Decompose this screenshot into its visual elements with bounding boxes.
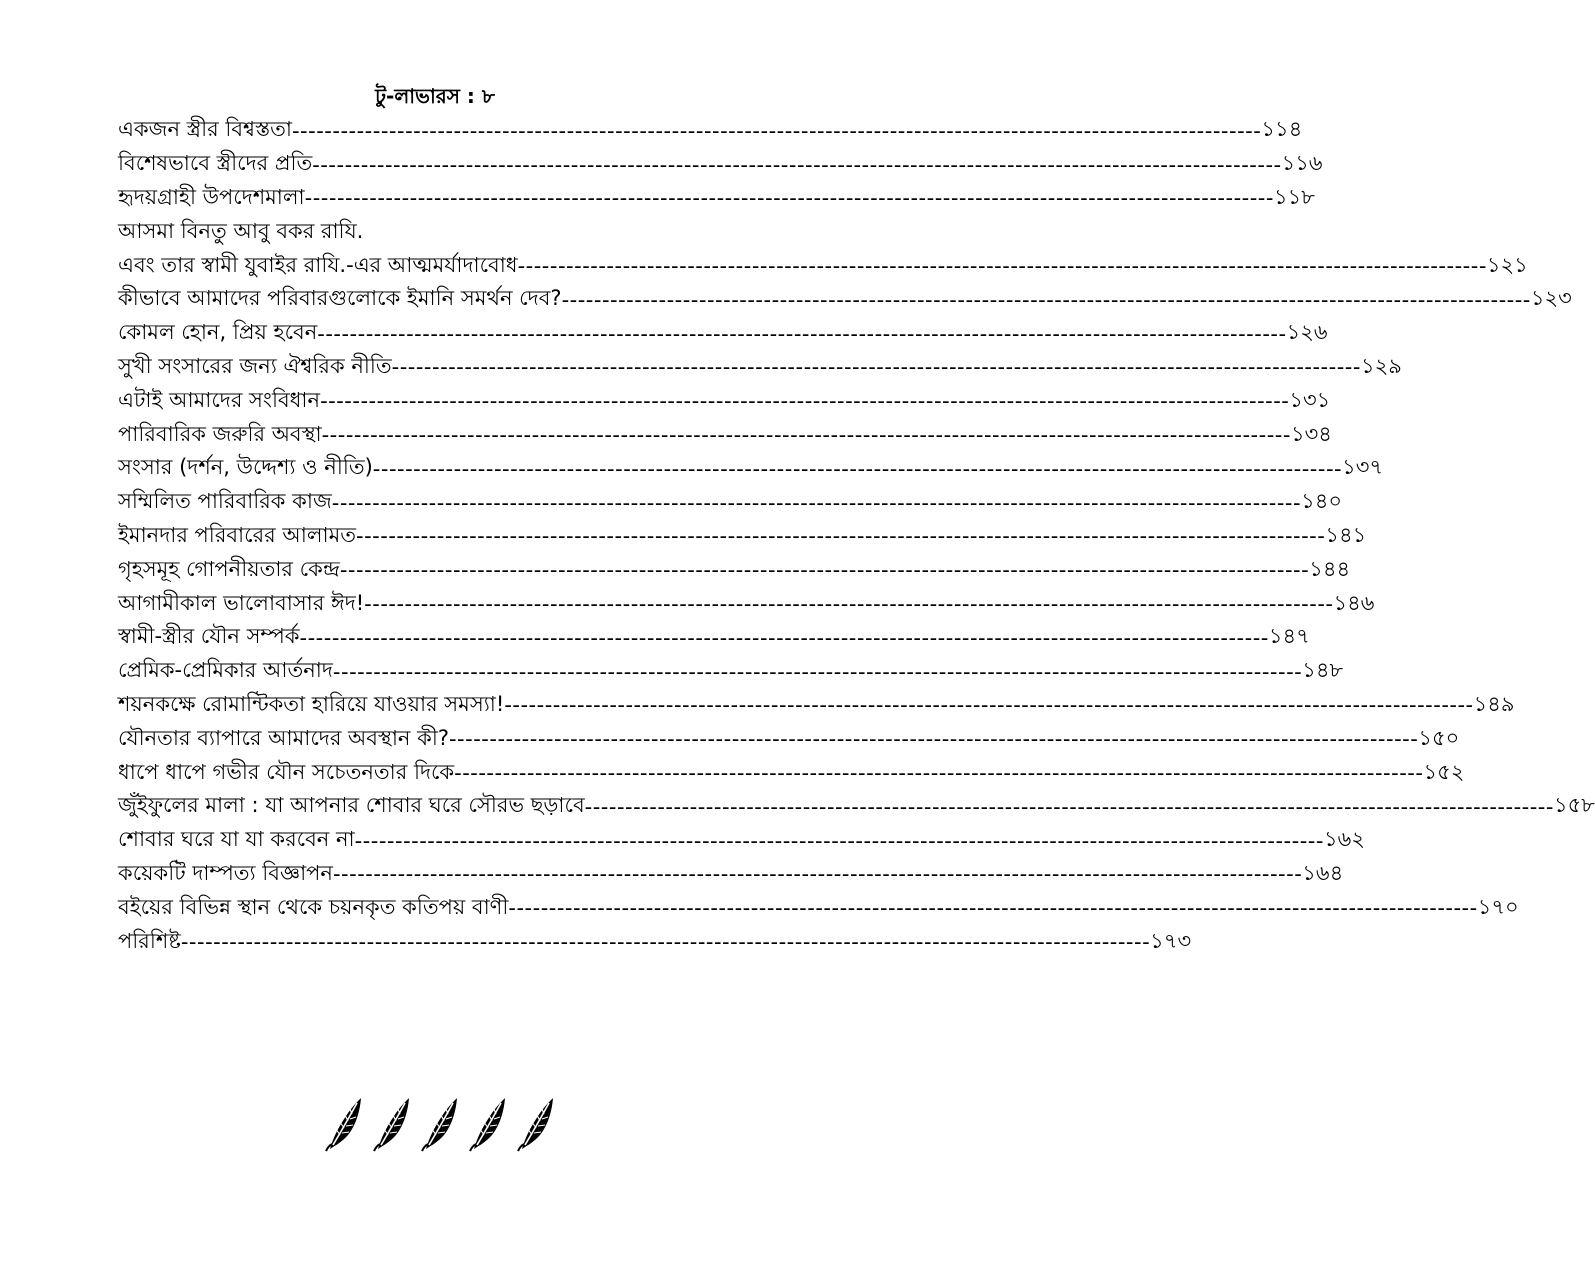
dot-leader: ------------------------------------------------------------------------------------------------------------------------ — [312, 152, 1282, 177]
dot-leader: ------------------------------------------------------------------------------------------------------------------------ — [454, 761, 1424, 786]
toc-entry — [118, 452, 1384, 486]
toc-entry-title: একজন স্ত্রীর বিশ্বস্ততা — [118, 117, 292, 142]
dot-leader: ------------------------------------------------------------------------------------------------------------------------ — [561, 287, 1531, 312]
dot-leader: ------------------------------------------------------------------------------------------------------------------------ — [339, 558, 1310, 583]
toc-entry-title: পরিশিষ্ট — [118, 928, 181, 953]
toc-entry-page: ১২৩ — [1530, 286, 1572, 311]
toc-entry-title: বিশেষভাবে স্ত্রীদের প্রতি — [118, 151, 313, 176]
toc-entry-title: ইমানদার পরিবারের আলামত — [118, 522, 357, 547]
toc-entry — [118, 148, 1323, 182]
dot-leader: ------------------------------------------------------------------------------------------------------------------------ — [504, 693, 1474, 718]
toc-entry-title: সুখী সংসারের জন্য ঐশ্বরিক নীতি — [118, 353, 392, 378]
toc-entry-title: শয়নকক্ষে রোমান্টিকতা হারিয়ে যাওয়ার সমস্যা! — [118, 691, 505, 716]
toc-entry-page: ১১৬ — [1281, 151, 1323, 176]
toc-entry-title: কয়েকটি দাম্পত্য বিজ্ঞাপন — [118, 860, 333, 885]
toc-entry-title: সম্মিলিত পারিবারিক কাজ — [118, 489, 332, 514]
toc-entry — [118, 249, 1528, 283]
toc-entry — [118, 655, 1344, 689]
toc-entry-title: হৃদয়গ্রাহী উপদেশমালা — [118, 185, 305, 209]
dot-leader: ------------------------------------------------------------------------------------------------------------------------ — [291, 118, 1262, 143]
dot-leader: ------------------------------------------------------------------------------------------------------------------------ — [391, 355, 1361, 380]
toc-entry-page: ১১৪ — [1261, 117, 1303, 142]
dot-leader: ------------------------------------------------------------------------------------------------------------------------ — [332, 659, 1303, 684]
toc-entry — [118, 283, 1572, 317]
toc-entry — [118, 114, 1303, 148]
dot-leader: ------------------------------------------------------------------------------------------------------------------------ — [321, 423, 1291, 448]
toc-entry-page: ১৬২ — [1323, 827, 1365, 852]
toc-entry-title: এবং তার স্বামী যুবাইর রাযি.-এর আত্মমর্যাদাবোধ — [118, 252, 518, 277]
toc-entry-title: গৃহসমূহ গোপনীয়তার কেন্দ্র — [118, 556, 340, 581]
dot-leader: ------------------------------------------------------------------------------------------------------------------------ — [320, 389, 1290, 414]
toc-entry-title: যৌনতার ব্যাপারে আমাদের অবস্থান কী? — [118, 725, 449, 750]
dot-leader: ------------------------------------------------------------------------------------------------------------------------ — [332, 862, 1303, 887]
leaf-icon — [372, 1095, 412, 1155]
toc-entry-page: ১৪৯ — [1473, 691, 1515, 716]
toc-entry — [118, 824, 1365, 858]
toc-entry-page: ১৪১ — [1325, 522, 1367, 547]
toc-entry-page: ১২৬ — [1286, 320, 1328, 345]
toc-entry-page: ১২১ — [1486, 252, 1528, 277]
toc-entry — [118, 689, 1515, 723]
toc-entry-page: ১২৯ — [1360, 353, 1402, 378]
toc-entry — [118, 182, 1315, 216]
dot-leader: ------------------------------------------------------------------------------------------------------------------------ — [517, 254, 1487, 279]
toc-entry-page: ১৩৪ — [1290, 421, 1332, 446]
toc-entry — [118, 891, 1519, 925]
toc-entry — [118, 925, 1192, 959]
dot-leader: ------------------------------------------------------------------------------------------------------------------------ — [584, 794, 1554, 819]
toc-entry-page: ১৪৬ — [1333, 590, 1375, 615]
leaf-ornament — [330, 1095, 550, 1155]
toc-entry-title: আগামীকাল ভালোবাসার ঈদ! — [118, 590, 365, 615]
toc-entry — [118, 384, 1331, 418]
dot-leader: ------------------------------------------------------------------------------------------------------------------------ — [448, 727, 1419, 752]
dot-leader: ------------------------------------------------------------------------------------------------------------------------ — [299, 625, 1269, 650]
toc-entry — [118, 215, 730, 249]
toc-entry-page: ১৫২ — [1423, 759, 1465, 784]
toc-entry-page: ১৫৮ — [1553, 793, 1595, 818]
toc-entry-page: ১৪৭ — [1268, 624, 1310, 649]
dot-leader: ------------------------------------------------------------------------------------------------------------------------ — [354, 828, 1324, 853]
toc-entry — [118, 418, 1332, 452]
dot-leader: ------------------------------------------------------------------------------------------------------------------------ — [364, 592, 1334, 617]
dot-leader: ------------------------------------------------------------------------------------------------------------------------ — [356, 524, 1326, 549]
dot-leader: ------------------------------------------------------------------------------------------------------------------------ — [331, 490, 1302, 515]
toc-entry-title: ধাপে ধাপে গভীর যৌন সচেতনতার দিকে — [118, 759, 455, 784]
toc-entry-title: জুঁইফুলের মালা : যা আপনার শোবার ঘরে সৌরভ ছড়াবে — [118, 793, 585, 818]
toc-entry — [118, 756, 1465, 790]
leaf-icon — [516, 1095, 556, 1155]
toc-entry-page: ১৬৪ — [1302, 860, 1344, 885]
toc-entry — [118, 858, 1344, 892]
toc-entry-title: এটাই আমাদের সংবিধান — [118, 387, 321, 412]
toc-entry — [118, 486, 1342, 520]
toc-entry-title: প্রেমিক-প্রেমিকার আর্তনাদ — [118, 658, 333, 683]
toc-entry-title: বইয়ের বিভিন্ন স্থান থেকে চয়নকৃত কতিপয় বাণী — [118, 894, 509, 919]
toc-entry-title: পারিবারিক জরুরি অবস্থা — [118, 421, 322, 446]
dot-leader: ------------------------------------------------------------------------------------------------------------------------ — [508, 896, 1478, 921]
toc-entry-title: কীভাবে আমাদের পরিবারগুলোকে ইমানি সমর্থন দেব? — [118, 286, 562, 311]
table-of-contents — [118, 114, 1595, 959]
toc-entry — [118, 722, 1460, 756]
toc-entry — [118, 621, 1310, 655]
toc-entry-page: ১৭০ — [1477, 894, 1519, 919]
toc-entry-page: ১৫০ — [1418, 725, 1460, 750]
toc-entry-page: ১৩১ — [1289, 387, 1331, 412]
toc-entry — [118, 553, 1351, 587]
dot-leader: ------------------------------------------------------------------------------------------------------------------------ — [317, 321, 1287, 346]
dot-leader: ------------------------------------------------------------------------------------------------------------------------ — [180, 930, 1151, 955]
toc-entry — [118, 520, 1367, 554]
leaf-icon — [420, 1095, 460, 1155]
leaf-icon — [324, 1095, 364, 1155]
toc-entry-title: কোমল হোন, প্রিয় হবেন — [118, 320, 318, 345]
toc-entry-page: ১১৮ — [1273, 185, 1315, 209]
toc-entry-title: শোবার ঘরে যা যা করবেন না — [118, 827, 355, 852]
dot-leader: ------------------------------------------------------------------------------------------------------------------------ — [372, 456, 1343, 481]
toc-entry-title: সংসার (দর্শন, উদ্দেশ্য ও নীতি) — [118, 455, 373, 480]
toc-entry-page: ১৪৮ — [1302, 658, 1344, 683]
toc-entry-title: আসমা বিনতু আবু বকর রাযি. — [118, 218, 364, 243]
toc-entry — [118, 790, 1595, 824]
toc-entry — [118, 351, 1402, 385]
running-header: টু-লাভারস : ৮ — [375, 84, 495, 108]
toc-entry-title: স্বামী-স্ত্রীর যৌন সম্পর্ক — [118, 624, 300, 649]
toc-entry — [118, 587, 1375, 621]
toc-entry-page: ১৪০ — [1301, 489, 1342, 514]
toc-entry — [118, 317, 1328, 351]
leaf-icon — [468, 1095, 508, 1155]
dot-leader: ------------------------------------------------------------------------------------------------------------------------ — [304, 186, 1274, 211]
toc-entry-page: ১৩৭ — [1342, 455, 1384, 480]
toc-entry-page: ১৭৩ — [1150, 928, 1192, 953]
toc-entry-page: ১৪৪ — [1309, 556, 1351, 581]
